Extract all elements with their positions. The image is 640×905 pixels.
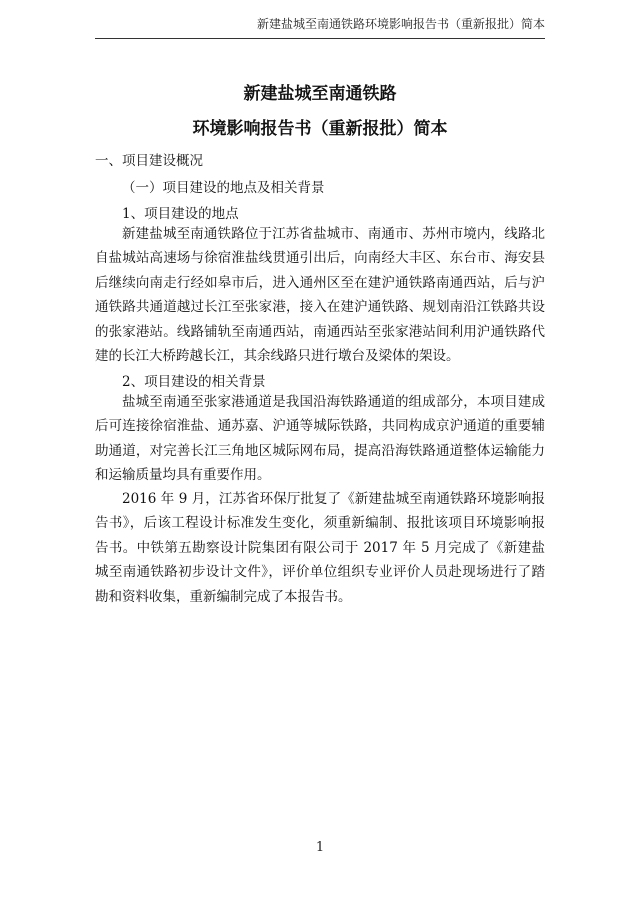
- paragraph-background-1: 盐城至南通至张家港通道是我国沿海铁路通道的组成部分，本项目建成后可连接徐宿淮盐、通苏嘉、沪通等城际铁路，共同构成京沪通道的重要辅助通道，对完善长江三角地区城际网布局，提高沿海铁路通道整体运输能力和运输质量均具有重要作用。: [95, 394, 545, 484]
- section-heading: 一、项目建设概况: [95, 153, 203, 169]
- paragraph-background-2: 2016 年 9 月，江苏省环保厅批复了《新建盐城至南通铁路环境影响报告书》，后该工程设计标准发生变化，须重新编制、报批该项目环境影响报告书。中铁第五勘察设计院集团有限公司于 2017 年 5 月完成了《新建盐城至南通铁路初步设计文件》，评价单位组织专业评价人员赴现场进行了踏勘和资料收集，重新编制完成了本报告书。: [95, 491, 545, 605]
- page-number: 1: [315, 840, 325, 855]
- item-heading-background: 2、项目建设的相关背景: [122, 374, 266, 390]
- document-title-line-2: 环境影响报告书（重新报批）简本: [192, 119, 448, 139]
- document-title-line-1: 新建盐城至南通铁路: [243, 84, 397, 104]
- paragraph-location: 新建盐城至南通铁路位于江苏省盐城市、南通市、苏州市境内，线路北自盐城站高速场与徐宿淮盐线贯通引出后，向南经大丰区、东台市、海安县后继续向南走行经如皋市后，进入通州区至在建沪通铁路南通西站，后与沪通铁路共通道越过长江至张家港，接入在建沪通铁路、规划南沿江铁路共设的张家港站。线路铺轨至南通西站，南通西站至张家港站间利用沪通铁路代建的长江大桥跨越长江，其余线路只进行墩台及梁体的架设。: [95, 226, 545, 365]
- item-heading-location: 1、项目建设的地点: [122, 206, 239, 222]
- header-divider: [95, 38, 545, 39]
- subsection-heading: （一）项目建设的地点及相关背景: [122, 180, 325, 196]
- running-header: 新建盐城至南通铁路环境影响报告书（重新报批）简本: [256, 17, 545, 31]
